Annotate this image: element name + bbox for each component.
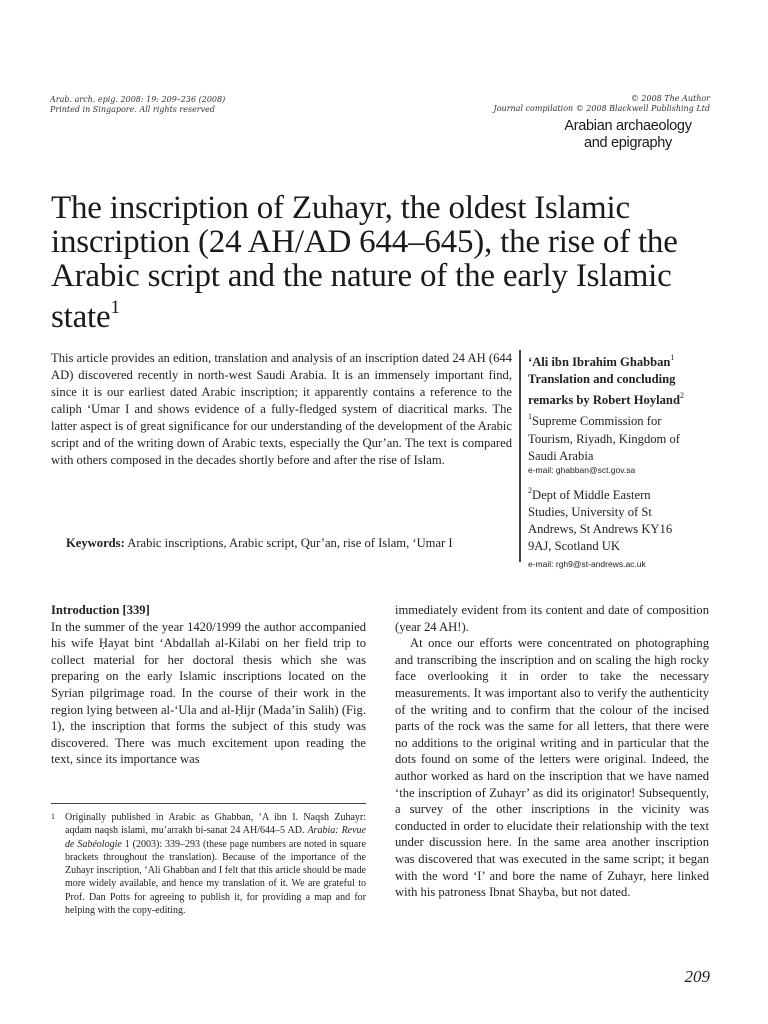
printed-line: Printed in Singapore. All rights reserved [50,105,216,114]
section-heading: Introduction [339] [51,603,150,617]
keywords-list: Arabic inscriptions, Arabic script, Qur’an, rise of Islam, ‘Umar I [127,536,453,550]
paragraph: At once our efforts were concentrated on photographing and transcribing the inscription and on scaling the high rocky face overlooking it in order to take the necessary measurements. It was important also to verify the authenticity of the writing and to confirm that the colour of the incised parts of the rock was the same for all letters, that there were no additions to the original writing and in particular that the dots found on some of the letters were original. Indeed, the author worked as hard on the inscription that we have named ‘the inscription of Zuhayr’ as did its originator! Subsequently, a survey of the other inscriptions in the vicinity was conducted in order to elucidate their relationship with the text under discussion here. In the same area another inscription was discovered that was executed in the same script; it began with the word ‘I’ and bore the name of Zuhayr, here linked with his patroness Ibnat Shayba, but not dated. [395,636,709,900]
copyright-header [494,94,710,114]
body-left-column [51,602,366,768]
copyright-line: © 2008 The Author [630,94,710,103]
title-footnote-ref[interactable]: 1 [110,297,120,318]
column-divider [519,350,521,562]
affiliation-1: $^1$Supreme Commission for Tourism, Riyadh, Kingdom of Saudi Arabia [528,412,680,463]
body-right-column [395,602,709,901]
journal-italic: Arabia: Revue de Sabéologie [65,825,366,850]
journal-compilation-line: Journal compilation © 2008 Blackwell Publishing Ltd [493,104,710,113]
email-2[interactable]: e-mail: rgh9@st-andrews.ac.uk [528,558,646,569]
intro-paragraph: In the summer of the year 1420/1999 the author accompanied his wife Ḥayat bint ‘Abdallah al-Kilabi on her field trip to collect material for her doctoral thesis which she was preparing on the early Islamic inscriptions located on the Syrian pilgrimage road. In the course of their work in the region lying between al-‘Ula and al-Ḥijr (Mada’in Salih) (Fig. 1), the inscription that forms the subject of this study was discovered. There was much excitement upon reading the text, since its importance was [51,619,366,767]
keywords [66,535,516,552]
article-title: The inscription of Zuhayr, the oldest Islamic inscription (24 AH/AD 644–645), the rise of the Arabic script and the nature of the early Islamic state$^1$ [51,190,678,335]
translation-line: Translation and concluding [528,372,676,387]
email-1[interactable]: e-mail: ghabban@sct.gov.sa [528,464,636,475]
translator: remarks by Robert Hoyland [528,393,680,408]
journal-name: Arabian archaeology and epigraphy [564,118,692,151]
affiliation-2: $^2$Dept of Middle Eastern Studies, University of St Andrews, St Andrews KY16 9AJ, Scotland UK [528,485,673,553]
citation-header [50,95,225,115]
author-1: ‘Ali ibn Ibrahim Ghabban [528,355,671,370]
footnote-text: Originally published in Arabic as Ghabban, ‘A ibn I. Naqsh Zuhayr: aqdam naqsh islami, mu’arrakh bi-sanat 24 AH/644–5 AD. Arabia: Revue de Sabéologie 1 (2003): 339–293 (these page numbers are noted in square brackets throughout the translation). Because of the importance of the Zuhayr inscription, ‘Ali Ghabban and I felt that this article should be made more widely available, and hence my translation of it. We are grateful to Prof. Dan Potts for agreeing to publish it, for providing a map and for helping with the copy-editing. [65,812,367,917]
footnote-rule [51,803,366,804]
footnote-mark: 1 [51,812,55,821]
paragraph-continued: immediately evident from its content and date of composition (year 24 AH!). [395,603,709,634]
keywords-label: Keywords: [66,536,125,550]
page-number: 209 [684,967,710,986]
footnote [51,811,366,917]
abstract: This article provides an edition, translation and analysis of an inscription dated 24 AH (644 AD) discovered recently in north-west Saudi Arabia. It is an immensely important find, since it is our earliest dated Arabic inscription; it apparently contains a reference to the caliph ‘Umar I and shows evidence of a fully-fledged system of diacritical marks. The latter aspect is of great significance for our understanding of the development of the Arabic script and of the writing down of Arabic texts, especially the Qur’an. The text is compared with others composed in the decades shortly before and after the rise of Islam. [51,351,512,467]
authors-block: ‘Ali ibn Ibrahim Ghabban$^1$ Translation and concluding remarks by Robert Hoyland$^2$ $^1$Supreme Commission for Tourism, Riyadh, Kingdom of Saudi Arabia e-mail: ghabban@sct.gov.sa $^2$Dept of Middle Eastern Studies, University of St Andrews, St Andrews KY16 9AJ, Scotland UK e-mail: rgh9@st-andrews.ac.uk [528,350,728,570]
citation-line: Arab. arch. epig. 2008: 19: 209–236 (2008) [50,95,226,104]
